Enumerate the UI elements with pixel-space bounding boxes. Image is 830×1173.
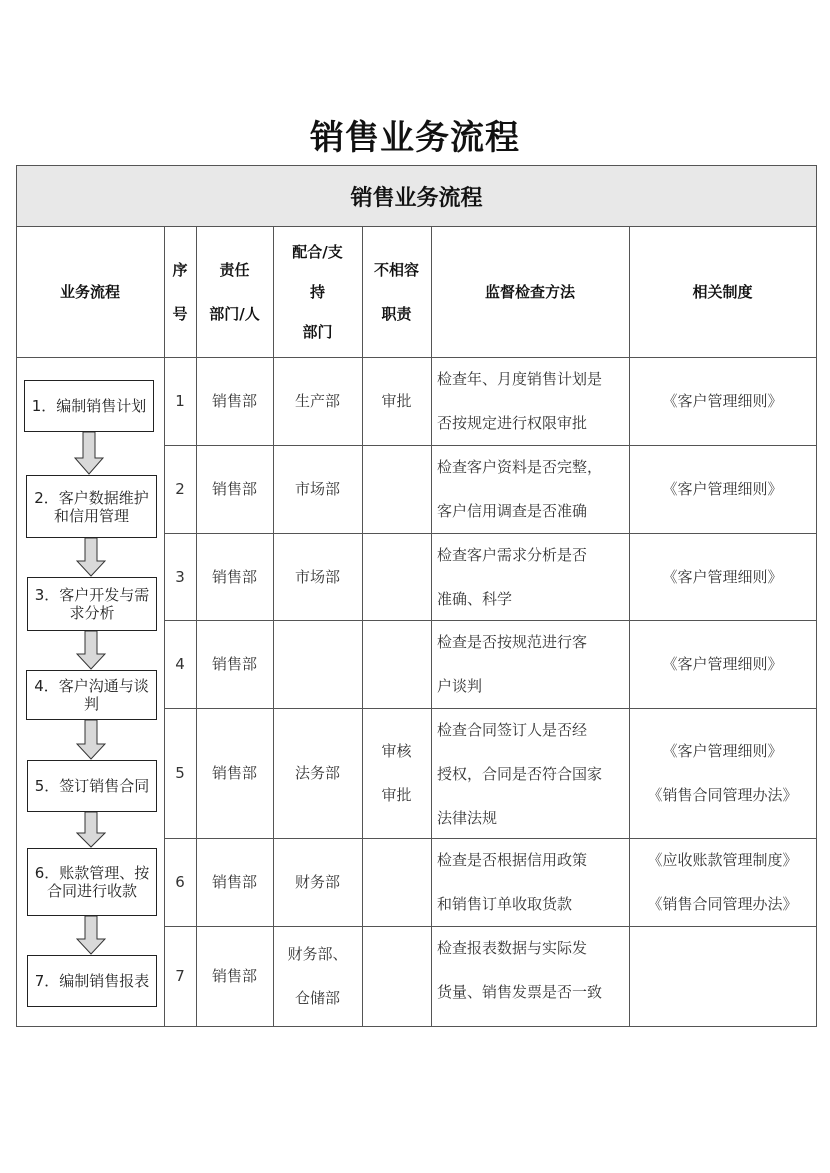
responsible-cell: 销售部: [211, 480, 257, 498]
responsible-cell: 销售部: [211, 764, 257, 782]
header-process: [16, 227, 164, 357]
method-line: 法律法规: [437, 809, 498, 827]
support-cell: 市场部: [294, 480, 340, 498]
flow-step-5: 5．签订销售合同: [27, 760, 157, 812]
header-support-line2: 持: [309, 283, 325, 301]
method-line: 货量、销售发票是否一致: [437, 983, 603, 1001]
flow-arrow-down-icon: [76, 631, 106, 670]
flow-arrow-down-icon: [76, 538, 106, 577]
header-rules: [629, 227, 816, 357]
support-line: 仓储部: [294, 989, 340, 1007]
method-cell: [431, 620, 629, 708]
header-seq-line1: 序: [172, 261, 188, 279]
incompatible-cell: [362, 620, 431, 708]
responsible-cell: 销售部: [211, 655, 257, 673]
incompatible-line: 审批: [381, 786, 412, 804]
flow-step-1: 1．编制销售计划: [24, 380, 154, 432]
rule-line: 《应收账款管理制度》: [647, 851, 798, 869]
flow-step-7: 7．编制销售报表: [27, 955, 157, 1007]
rule-line: 《客户管理细则》: [662, 742, 783, 760]
method-cell: [431, 445, 629, 533]
incompatible-cell: 审批: [381, 392, 412, 410]
header-incompat-line1: 不相容: [373, 261, 419, 279]
header-responsible: [196, 227, 273, 357]
header-support: [273, 227, 362, 357]
seq-cell: 4: [175, 655, 185, 673]
support-line: 财务部、: [287, 945, 348, 963]
header-support-line1: 配合/支: [292, 243, 343, 261]
header-seq: [164, 227, 196, 357]
incompatible-line: 审核: [381, 742, 412, 760]
seq-cell: 7: [175, 967, 185, 985]
method-line: 检查报表数据与实际发: [437, 939, 588, 957]
page-title: 销售业务流程: [310, 118, 520, 158]
header-rules-label: 相关制度: [692, 283, 753, 301]
rules-cell: 《客户管理细则》: [662, 480, 783, 498]
flow-step-2: 2．客户数据维护和信用管理: [26, 475, 157, 538]
responsible-cell: 销售部: [211, 392, 257, 410]
support-cell: [273, 620, 362, 708]
responsible-cell: 销售部: [211, 873, 257, 891]
method-cell: [431, 357, 629, 445]
header-method-label: 监督检查方法: [484, 283, 575, 301]
support-cell: 财务部: [294, 873, 340, 891]
seq-cell: 1: [175, 392, 185, 410]
table-banner: 销售业务流程: [16, 165, 817, 227]
rules-cell: 《客户管理细则》: [662, 655, 783, 673]
method-line: 客户信用调查是否准确: [437, 502, 588, 520]
method-line: 准确、科学: [437, 590, 513, 608]
method-line: 授权，合同是否符合国家: [437, 765, 603, 783]
method-line: 否按规定进行权限审批: [437, 414, 588, 432]
responsible-cell: 销售部: [211, 967, 257, 985]
flow-arrow-down-icon: [74, 432, 104, 475]
incompatible-cell: [362, 926, 431, 1026]
flow-arrow-down-icon: [76, 916, 106, 955]
rules-cell: [629, 838, 816, 926]
method-line: 检查是否按规范进行客: [437, 633, 588, 651]
flow-step-6: 6．账款管理、按合同进行收款: [27, 848, 157, 916]
seq-cell: 6: [175, 873, 185, 891]
responsible-cell: 销售部: [211, 567, 257, 586]
support-cell: 市场部: [294, 567, 340, 586]
seq-cell: 2: [175, 480, 185, 498]
method-line: 检查是否根据信用政策: [437, 851, 588, 869]
support-cell: 生产部: [294, 392, 340, 410]
support-cell: 法务部: [294, 764, 340, 782]
method-line: 检查客户需求分析是否: [437, 546, 588, 564]
incompatible-cell: [362, 838, 431, 926]
seq-cell: 3: [175, 567, 185, 586]
header-process-label: 业务流程: [59, 283, 120, 301]
rule-line: 《销售合同管理办法》: [647, 786, 798, 804]
support-cell: [273, 926, 362, 1026]
rules-cell: 《客户管理细则》: [662, 567, 783, 586]
flow-arrow-down-icon: [76, 720, 106, 760]
header-resp-line1: 责任: [219, 261, 250, 279]
rules-cell: [629, 926, 816, 1026]
flow-step-3: 3．客户开发与需求分析: [27, 577, 157, 631]
method-line: 检查客户资料是否完整，: [437, 458, 603, 476]
header-incompatible: [362, 227, 431, 357]
incompatible-cell: [362, 533, 431, 620]
header-method: [431, 227, 629, 357]
method-line: 检查合同签订人是否经: [437, 721, 588, 739]
method-cell: [431, 838, 629, 926]
flow-arrow-down-icon: [76, 812, 106, 848]
method-line: 户谈判: [437, 677, 483, 695]
header-incompat-line2: 职责: [381, 305, 412, 323]
header-seq-line2: 号: [172, 305, 188, 323]
method-line: 和销售订单收取货款: [437, 895, 573, 913]
method-cell: [431, 708, 629, 838]
rule-line: 《销售合同管理办法》: [647, 895, 798, 913]
method-line: 检查年、月度销售计划是: [437, 370, 603, 388]
flow-step-4: 4．客户沟通与谈判: [26, 670, 157, 720]
seq-cell: 5: [175, 764, 185, 782]
method-cell: [431, 926, 629, 1026]
rules-cell: 《客户管理细则》: [662, 392, 783, 410]
method-cell: [431, 533, 629, 620]
rules-cell: [629, 708, 816, 838]
header-resp-line2: 部门/人: [209, 305, 260, 323]
header-support-line3: 部门: [302, 323, 333, 341]
incompatible-cell: [362, 708, 431, 838]
incompatible-cell: [362, 445, 431, 533]
